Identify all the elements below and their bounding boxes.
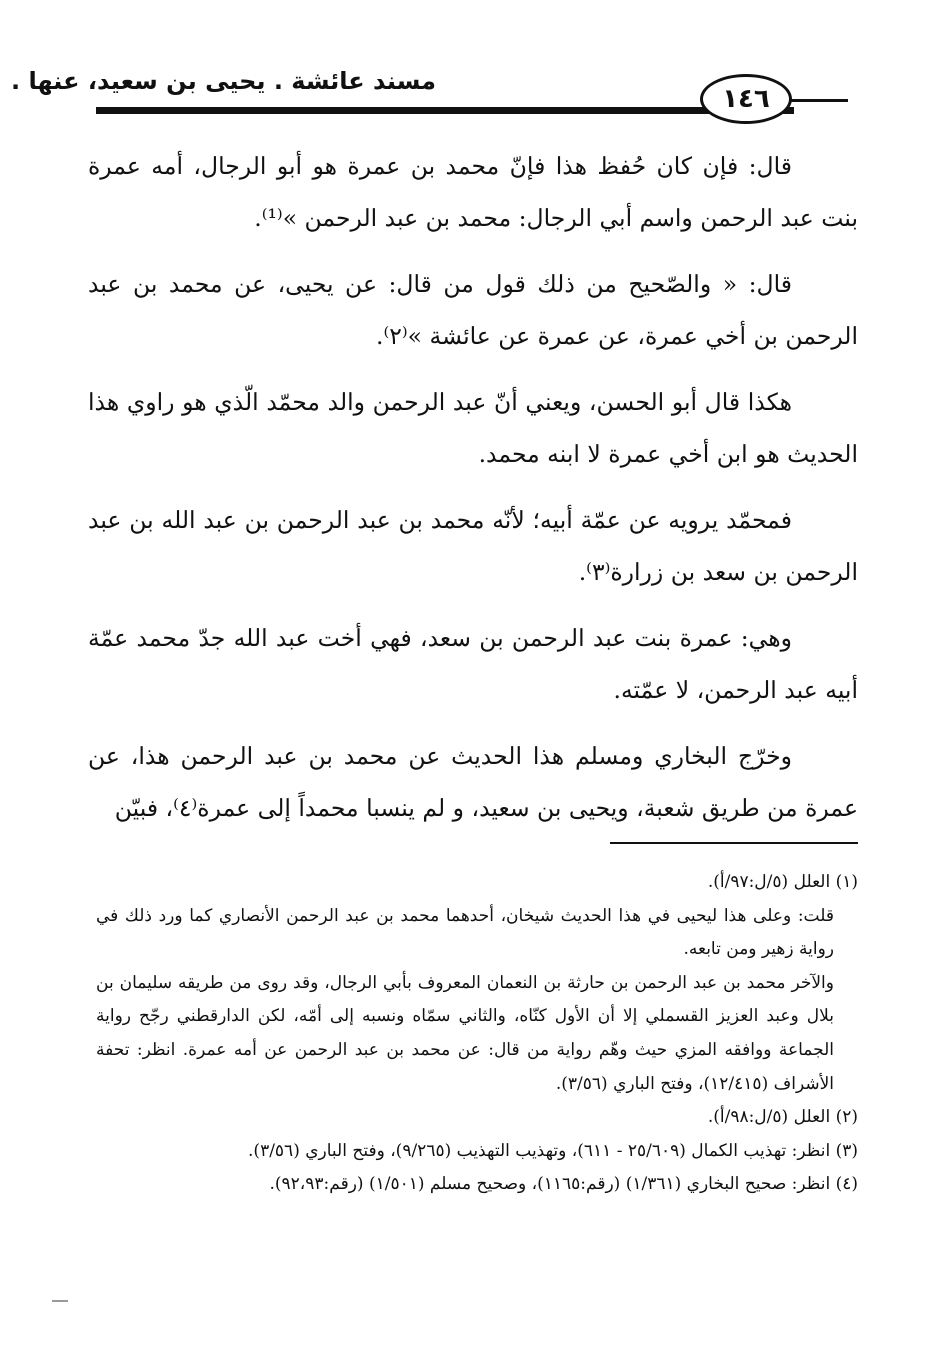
- paragraph: قال: فإن كان حُفظ هذا فإنّ محمد بن عمرة هو أبو الرجال، أمه عمرة بنت عبد الرحمن واسم أبي الرجال: محمد بن عبد الرحمن »⁽¹⁾.: [88, 152, 858, 232]
- header-rule-thin: [790, 99, 848, 102]
- paragraph: وهي: عمرة بنت عبد الرحمن بن سعد، فهي أخت عبد الله جدّ محمد عمّة أبيه عبد الرحمن، لا عمّته.: [88, 624, 858, 704]
- footnote-2: (٢) العلل (٥/ل:٩٨/أ).: [707, 1107, 858, 1128]
- footnote-1: (١) العلل (٥/ل:٩٧/أ).: [707, 872, 858, 892]
- paragraph: قال: « والصّحيح من ذلك قول من قال: عن يحيى، عن محمد بن عبد الرحمن بن أخي عمرة، عن عمرة عن عائشة »⁽٢⁾.: [88, 270, 858, 350]
- footnote-1-comment-b: والآخر محمد بن عبد الرحمن بن حارثة بن النعمان المعروف بأبي الرجال، وقد روى من طريقه سليمان بن بلال وعبد العزيز القسملي إلا أن الأول كنّاه، والثاني سمّاه ونسبه إلى أمّه، لكن الدارقطني رجّح رواية الجماعة ووافقه المزي حيث وهّم رواية من قال: عن محمد بن عبد الرحمن عن أمه عمرة. انظر: تحفة الأشراف (١٢/٤١٥)، وفتح الباري (٣/٥٦).: [96, 972, 834, 1094]
- footnote-3: (٣) انظر: تهذيب الكمال (٢٥/٦٠٩ - ٦١١)، وتهذيب التهذيب (٩/٢٦٥)، وفتح الباري (٣/٥٦).: [248, 1140, 858, 1161]
- running-header-title: مسند عائشة . يحيى بن سعيد، عنها .: [10, 67, 436, 95]
- paragraph: هكذا قال أبو الحسن، ويعني أنّ عبد الرحمن والد محمّد الّذي هو راوي هذا الحديث هو ابن أخي عمرة لا ابنه محمد.: [88, 388, 858, 468]
- footnotes: [96, 866, 858, 1202]
- paragraph: وخرّج البخاري ومسلم هذا الحديث عن محمد بن عبد الرحمن هذا، عن عمرة من طريق شعبة، ويحيى بن سعيد، و لم ينسبا محمداً إلى عمرة⁽٤⁾، فبيّن: [88, 742, 858, 822]
- page-number-badge: ١٤٦: [700, 74, 792, 124]
- scan-mark: [52, 1300, 68, 1302]
- footnote-4: (٤) انظر: صحيح البخاري (١/٣٦١) (رقم:١١٦٥)، وصحيح مسلم (١/٥٠١) (رقم:٩٢،٩٣).: [269, 1174, 858, 1195]
- footnote-1-comment-a: قلت: وعلى هذا ليحيى في هذا الحديث شيخان، أحدهما محمد بن عبد الرحمن الأنصاري كما ورد ذلك في رواية زهير ومن تابعه.: [96, 905, 834, 960]
- header-rule-thick: [96, 107, 794, 114]
- main-text: [88, 140, 858, 834]
- paragraph: فمحمّد يرويه عن عمّة أبيه؛ لأنّه محمد بن عبد الرحمن بن عبد الله بن عبد الرحمن بن سعد بن زرارة⁽٣⁾.: [88, 506, 858, 586]
- footnote-divider: [610, 842, 858, 844]
